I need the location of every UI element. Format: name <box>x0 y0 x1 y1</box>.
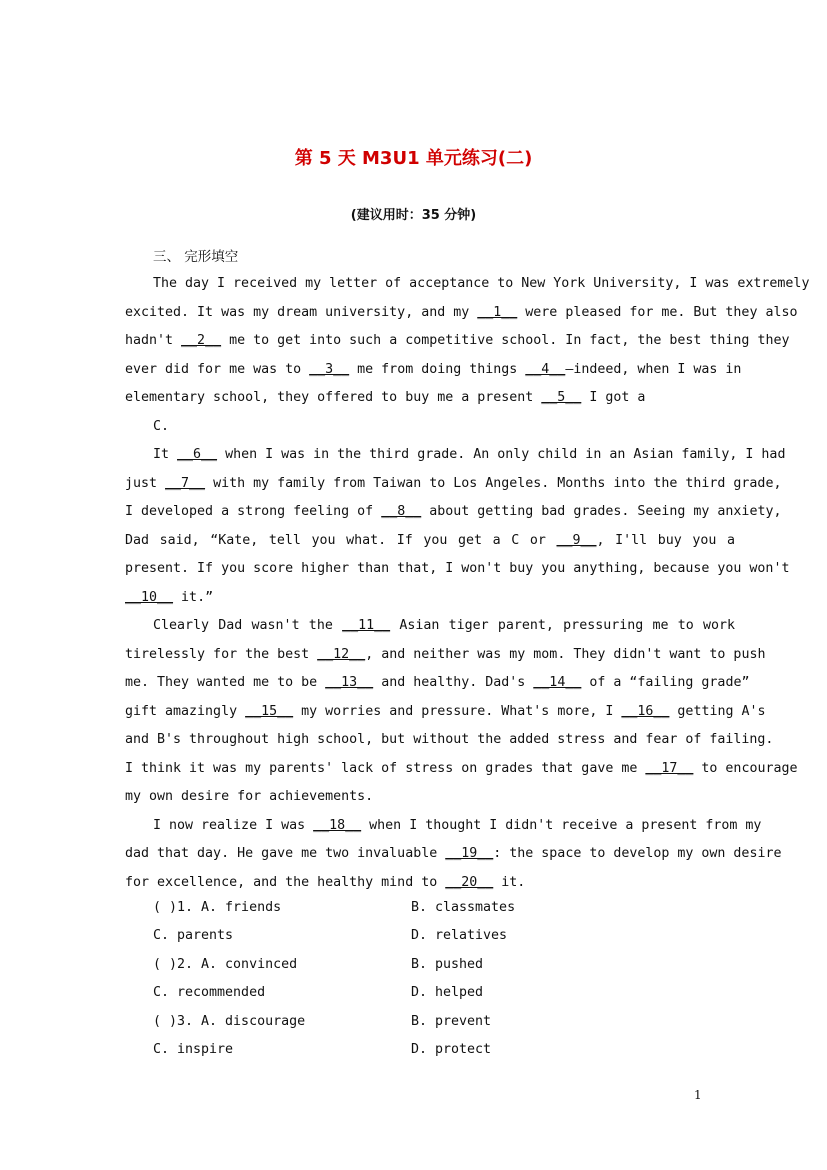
blank-number: __1__ <box>477 304 518 320</box>
option-left: C. parents <box>153 928 234 944</box>
passage-text: me. They wanted me to be <box>125 675 326 690</box>
passage-text: I think it was my parents' lack of stress on grades that gave me <box>125 760 646 776</box>
passage-line <box>125 333 790 348</box>
passage-text: of a “failing grade” <box>581 675 750 690</box>
passage-text: were pleased for me. But they also <box>517 304 798 320</box>
passage-line <box>125 646 766 662</box>
passage-text: my own desire for achievements. <box>125 789 374 804</box>
passage-line <box>153 447 786 462</box>
passage-text: me from doing things <box>349 361 526 377</box>
blank-number: __18__ <box>313 817 362 833</box>
blank-number: __7__ <box>165 475 206 491</box>
blank-number: __9__ <box>556 532 597 548</box>
passage-line <box>125 732 774 747</box>
passage-line <box>125 846 782 861</box>
passage-text: The day I received my letter of acceptance to New York University, I was extremely <box>153 276 810 291</box>
blank-number: __6__ <box>177 447 218 462</box>
time-hint: (建议用时：35 分钟) <box>350 208 477 223</box>
passage-text: Dad said, “Kate, tell you what. If you get a C or <box>125 532 557 548</box>
passage-text: excited. It was my dream university, and my <box>125 304 478 320</box>
blank-number: __12__ <box>317 646 366 662</box>
blank-number: __20__ <box>445 874 494 890</box>
passage-line <box>153 817 762 833</box>
passage-text: I now realize I was <box>153 817 314 833</box>
passage-text: , and neither was my mom. They didn't want to push <box>365 646 766 662</box>
passage-text: to encourage <box>693 760 798 776</box>
passage-text: tirelessly for the best <box>125 646 318 662</box>
option-left: ( )3. A. discourage <box>153 1013 306 1029</box>
option-right: B. pushed <box>411 956 484 972</box>
passage-line <box>125 304 798 320</box>
passage-text: my worries and pressure. What's more, I <box>293 703 622 719</box>
passage-line <box>125 361 742 377</box>
option-left: C. recommended <box>153 985 266 1001</box>
passage-text: just <box>125 475 166 491</box>
blank-number: __11__ <box>342 618 391 633</box>
blank-number: __13__ <box>325 675 374 690</box>
blank-number: __17__ <box>645 760 694 776</box>
blank-number: __8__ <box>381 504 422 519</box>
option-left: ( )2. A. convinced <box>153 956 298 972</box>
passage-line <box>153 618 735 633</box>
passage-text: me to get into such a competitive school. In fact, the best thing they <box>221 333 790 348</box>
blank-number: __16__ <box>621 703 670 719</box>
passage-text: Clearly Dad wasn't the <box>153 618 343 633</box>
option-right: D. relatives <box>411 928 508 944</box>
passage-text: for excellence, and the healthy mind to <box>125 874 446 890</box>
passage-line <box>125 789 735 804</box>
passage-text: I developed a strong feeling of <box>125 504 382 519</box>
option-right: B. prevent <box>411 1013 492 1029</box>
passage-text: gift amazingly <box>125 703 246 719</box>
option-left: C. inspire <box>153 1042 234 1057</box>
passage-line <box>153 419 735 434</box>
passage-text: about getting bad grades. Seeing my anxiety, <box>421 504 782 519</box>
passage-text: when I was in the third grade. An only child in an Asian family, I had <box>217 447 786 462</box>
passage-line <box>125 760 798 776</box>
passage-text: with my family from Taiwan to Los Angeles. Months into the third grade, <box>205 475 782 491</box>
passage-text: : the space to develop my own desire <box>493 846 782 861</box>
passage-line <box>125 390 735 405</box>
option-left: ( )1. A. friends <box>153 900 282 915</box>
passage-line <box>125 561 790 576</box>
passage-text: Asian tiger parent, pressuring me to work <box>390 618 736 633</box>
passage-line <box>125 504 782 519</box>
option-right: B. classmates <box>411 900 516 915</box>
option-right: D. helped <box>411 985 484 1001</box>
passage-line <box>125 875 735 890</box>
blank-number: __15__ <box>245 703 294 719</box>
page-title: 第 5 天 M3U1 单元练习(二) <box>294 148 533 169</box>
blank-number: __5__ <box>541 390 582 405</box>
blank-number: __2__ <box>181 333 222 348</box>
passage-line <box>125 675 750 690</box>
option-right: D. protect <box>411 1042 492 1057</box>
blank-number: __4__ <box>525 361 566 377</box>
passage-line <box>125 590 735 605</box>
passage-text: and B's throughout high school, but without the added stress and fear of failing. <box>125 732 774 747</box>
passage-text: C. <box>153 418 170 434</box>
section-heading: 三、 完形填空 <box>153 249 239 265</box>
passage-text: , I'll buy you a <box>596 532 735 548</box>
passage-line <box>125 703 766 719</box>
passage-text: elementary school, they offered to buy me a present <box>125 390 542 405</box>
passage-text: hadn't <box>125 333 182 348</box>
page-number: 1 <box>694 1088 702 1102</box>
blank-number: __3__ <box>309 361 350 377</box>
passage-text: I got a <box>581 390 646 405</box>
passage-text: getting A's <box>669 703 766 719</box>
passage-text: It <box>153 447 178 462</box>
passage-text: it.” <box>173 589 214 605</box>
passage-text: when I thought I didn't receive a present from my <box>361 817 762 833</box>
passage-line <box>153 276 810 291</box>
passage-text: it. <box>493 874 526 890</box>
passage-text: present. If you score higher than that, I won't buy you anything, because you won't <box>125 561 790 576</box>
passage-line <box>125 475 782 491</box>
blank-number: __14__ <box>533 675 582 690</box>
blank-number: __10__ <box>125 589 174 605</box>
passage-text: and healthy. Dad's <box>373 675 534 690</box>
blank-number: __19__ <box>445 846 494 861</box>
passage-text: ever did for me was to <box>125 361 310 377</box>
passage-text: dad that day. He gave me two invaluable <box>125 846 446 861</box>
passage-line <box>125 533 735 548</box>
passage-text: —indeed, when I was in <box>565 361 742 377</box>
